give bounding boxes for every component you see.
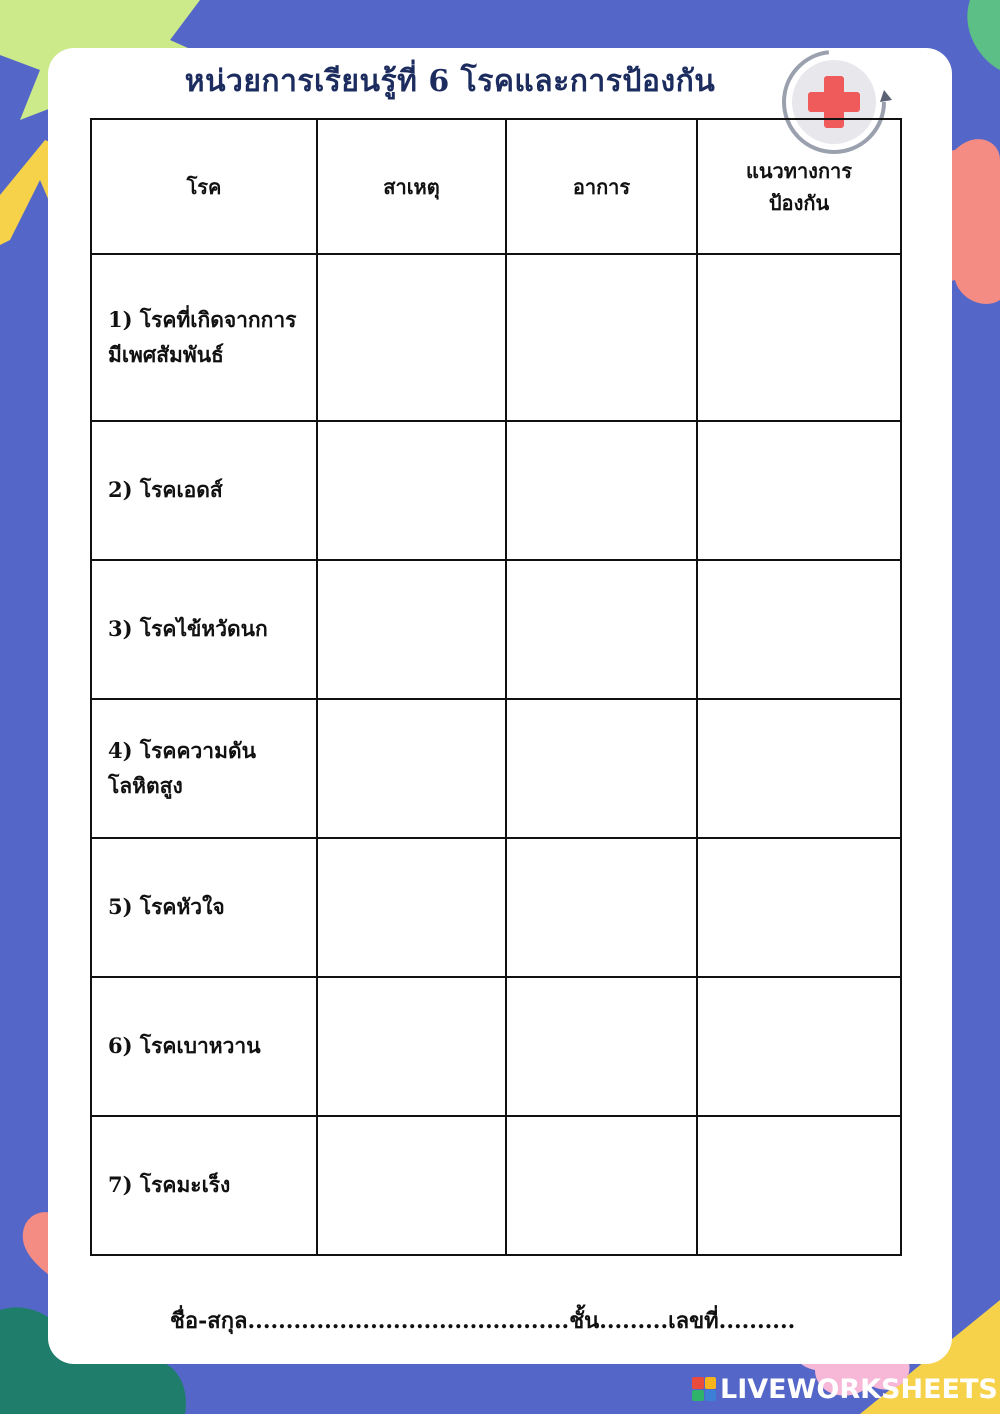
cause-answer-cell[interactable] <box>317 1116 506 1255</box>
disease-table <box>90 118 902 1256</box>
table-row <box>91 1116 901 1255</box>
symptoms-answer-cell[interactable] <box>506 254 697 421</box>
student-info-line <box>170 1303 795 1338</box>
table-header-row <box>91 119 901 254</box>
table-row <box>91 560 901 699</box>
header-symptoms: อาการ <box>506 119 697 254</box>
liveworksheets-brand <box>692 1372 998 1406</box>
brand-text: LIVEWORKSHEETS <box>720 1373 998 1405</box>
table-row <box>91 977 901 1116</box>
disease-label: 6) โรคเบาหวาน <box>91 977 317 1116</box>
table-row <box>91 254 901 421</box>
symptoms-answer-cell[interactable] <box>506 699 697 838</box>
cause-answer-cell[interactable] <box>317 977 506 1116</box>
prevention-answer-cell[interactable] <box>697 977 901 1116</box>
symptoms-answer-cell[interactable] <box>506 977 697 1116</box>
symptoms-answer-cell[interactable] <box>506 838 697 977</box>
prevention-answer-cell[interactable] <box>697 699 901 838</box>
prevention-answer-cell[interactable] <box>697 421 901 560</box>
green-leaf-decoration <box>967 0 1000 70</box>
cause-answer-cell[interactable] <box>317 254 506 421</box>
disease-label: 7) โรคมะเร็ง <box>91 1116 317 1255</box>
cause-answer-cell[interactable] <box>317 421 506 560</box>
name-blank[interactable]: .......................................... <box>247 1308 570 1334</box>
header-prevention: แนวทางการ ป้องกัน <box>697 119 901 254</box>
name-label: ชื่อ-สกุล <box>170 1308 248 1334</box>
symptoms-answer-cell[interactable] <box>506 421 697 560</box>
symptoms-answer-cell[interactable] <box>506 1116 697 1255</box>
header-cause: สาเหตุ <box>317 119 506 254</box>
prevention-answer-cell[interactable] <box>697 254 901 421</box>
liveworksheets-logo-icon <box>692 1377 716 1401</box>
class-label: ชั้น <box>569 1308 600 1334</box>
disease-label: 4) โรคความดันโลหิตสูง <box>91 699 317 838</box>
cause-answer-cell[interactable] <box>317 560 506 699</box>
header-disease: โรค <box>91 119 317 254</box>
table-row <box>91 838 901 977</box>
prevention-answer-cell[interactable] <box>697 1116 901 1255</box>
worksheet-title: หน่วยการเรียนรู้ที่ 6 โรคและการป้องกัน <box>184 64 716 99</box>
prevention-answer-cell[interactable] <box>697 838 901 977</box>
prevention-answer-cell[interactable] <box>697 560 901 699</box>
cause-answer-cell[interactable] <box>317 699 506 838</box>
disease-label: 1) โรคที่เกิดจากการมีเพศสัมพันธ์ <box>91 254 317 421</box>
disease-label: 2) โรคเอดส์ <box>91 421 317 560</box>
number-label: เลขที่ <box>668 1308 719 1334</box>
symptoms-answer-cell[interactable] <box>506 560 697 699</box>
cause-answer-cell[interactable] <box>317 838 506 977</box>
number-blank[interactable]: .......... <box>718 1308 796 1334</box>
disease-label: 5) โรคหัวใจ <box>91 838 317 977</box>
table-row <box>91 699 901 838</box>
table-row <box>91 421 901 560</box>
disease-label: 3) โรคไข้หวัดนก <box>91 560 317 699</box>
class-blank[interactable]: ......... <box>599 1308 669 1334</box>
